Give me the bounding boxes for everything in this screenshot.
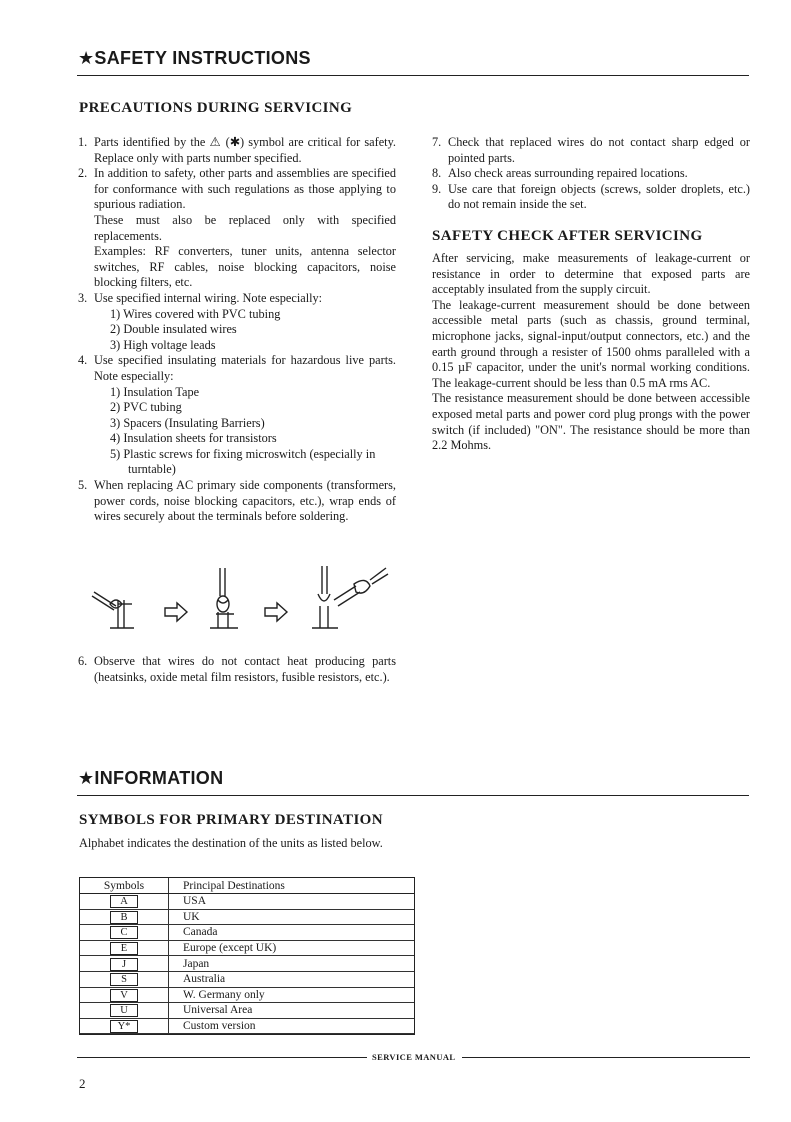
information-section-title: ★INFORMATION: [78, 768, 224, 788]
destination-cell: USA: [169, 894, 415, 910]
symbols-intro: Alphabet indicates the destination of the units as listed below.: [79, 836, 383, 850]
table-row: [80, 971, 414, 987]
column-header: Symbols: [80, 878, 169, 894]
sub-item: 3) High voltage leads: [110, 337, 216, 352]
symbols-heading: SYMBOLS FOR PRIMARY DESTINATION: [79, 812, 383, 828]
terminal-step-3: [312, 566, 388, 628]
sub-item-continued: turntable): [128, 462, 176, 477]
list-item: 8. Also check areas surrounding repaired locations.: [432, 166, 688, 181]
precautions-list-left: [78, 135, 396, 525]
destination-cell: Japan: [169, 956, 415, 972]
destination-cell: UK: [169, 909, 415, 925]
precautions-list-right: [432, 135, 750, 213]
destination-cell: Universal Area: [169, 1003, 415, 1019]
table-row: [80, 909, 414, 925]
terminal-step-2: [210, 568, 238, 628]
destination-cell: Canada: [169, 925, 415, 941]
wire-wrap-illustration: [88, 560, 398, 636]
list-item: 7. Check that replaced wires do not contact sharp edged or pointed parts.: [432, 135, 750, 165]
list-item: 1. Parts identified by the ⚠ (✱) symbol are critical for safety. Replace only with parts number specified.: [78, 135, 396, 165]
precautions-heading: PRECAUTIONS DURING SERVICING: [79, 100, 353, 116]
footer-rule-left: [77, 1057, 367, 1058]
symbol-box: B: [110, 911, 138, 924]
symbol-box: U: [110, 1004, 138, 1017]
arrow-right-icon: [165, 603, 187, 621]
table-row: [80, 987, 414, 1003]
item2-examples: Examples: RF converters, tuner units, antenna selector switches, RF cables, noise blocking capacitors, noise blocking filters, etc.: [94, 244, 396, 290]
list-item: 4. Use specified insulating materials for hazardous live parts. Note especially: 1) Insulation Tape 2) PVC tubing 3) Spacers (Insulating Barriers) 4) Insulation sheets for transistors 5) Plastic screws for fixing microswitch (especially in turntable): [78, 353, 396, 477]
destination-table: [79, 877, 415, 1035]
symbol-box: S: [110, 973, 138, 986]
arrow-right-icon: [265, 603, 287, 621]
list-item: 9. Use care that foreign objects (screws, solder droplets, etc.) do not remain inside the set.: [432, 181, 750, 212]
table-header-row: [80, 878, 414, 894]
footer-rule-right: [462, 1057, 750, 1058]
column-header: Principal Destinations: [169, 878, 415, 894]
symbol-box: J: [110, 958, 138, 971]
table-row: [80, 1018, 414, 1034]
list-item: 6. Observe that wires do not contact heat producing parts (heatsinks, oxide metal film resistors, fusible resistors, etc.).: [78, 654, 396, 684]
list-item: 2. In addition to safety, other parts and assemblies are specified for conformance with such regulations as those applying to spurious radiation. These must also be replaced only with specified replacements. Examples: RF converters, tuner units, antenna selector switches, RF cables, noise blocking capacitors, noise blocking filters, etc.: [78, 166, 396, 290]
destination-cell: Europe (except UK): [169, 940, 415, 956]
footer-label: SERVICE MANUAL: [372, 1052, 456, 1062]
safety-check-text: [432, 251, 750, 454]
list-item: 3. Use specified internal wiring. Note especially: 1) Wires covered with PVC tubing 2) Double insulated wires 3) High voltage leads: [78, 291, 396, 353]
sub-item: 2) Double insulated wires: [110, 322, 237, 337]
destination-cell: Australia: [169, 971, 415, 987]
table-row: [80, 956, 414, 972]
sub-item: 1) Wires covered with PVC tubing: [110, 306, 281, 321]
table-row: [80, 894, 414, 910]
symbol-box: A: [110, 895, 138, 908]
precautions-list-item6: [78, 654, 396, 685]
symbol-box: V: [110, 989, 138, 1002]
table-row: [80, 925, 414, 941]
safety-section-title: ★SAFETY INSTRUCTIONS: [78, 48, 311, 68]
sub-item: 2) PVC tubing: [110, 400, 182, 415]
symbol-box: C: [110, 926, 138, 939]
section-divider: [77, 795, 749, 796]
sub-item: 5) Plastic screws for fixing microswitch (especially in: [110, 446, 376, 461]
paragraph: After servicing, make measurements of leakage-current or resistance in order to determine that exposed parts are acceptably insulated from the supply circuit.: [432, 251, 750, 297]
sub-item: 4) Insulation sheets for transistors: [110, 431, 277, 446]
page-number: 2: [79, 1076, 86, 1091]
item2-extra: These must also be replaced only with specified replacements.: [94, 212, 396, 243]
table-row: [80, 940, 414, 956]
paragraph: The resistance measurement should be done between accessible exposed metal parts and power cord plug prongs with the power switch (if included) "ON". The resistance should be more than 2.2 Mohms.: [432, 391, 750, 453]
destination-cell: W. Germany only: [169, 987, 415, 1003]
sub-item: 3) Spacers (Insulating Barriers): [110, 415, 265, 430]
destination-cell: Custom version: [169, 1018, 415, 1034]
table-row: [80, 1003, 414, 1019]
section-divider: [77, 75, 749, 76]
safety-check-heading: SAFETY CHECK AFTER SERVICING: [432, 228, 703, 244]
sub-item: 1) Insulation Tape: [110, 384, 200, 399]
list-item: 5. When replacing AC primary side components (transformers, power cords, noise blocking capacitors, etc.), wrap ends of wires securely about the terminals before soldering.: [78, 478, 396, 524]
terminal-step-1: [92, 592, 134, 628]
symbol-box: Y*: [110, 1020, 138, 1033]
paragraph: The leakage-current measurement should be done between accessible metal parts (such as chassis, ground terminal, microphone jacks, signal-input/output connectors, etc.) and the earth ground through a resister of 1500 ohms paralleled with a 0.15 µF capacitor, under the unit's normal working conditions. The leakage-current should be less than 0.5 mA rms AC.: [432, 297, 750, 390]
symbol-box: E: [110, 942, 138, 955]
